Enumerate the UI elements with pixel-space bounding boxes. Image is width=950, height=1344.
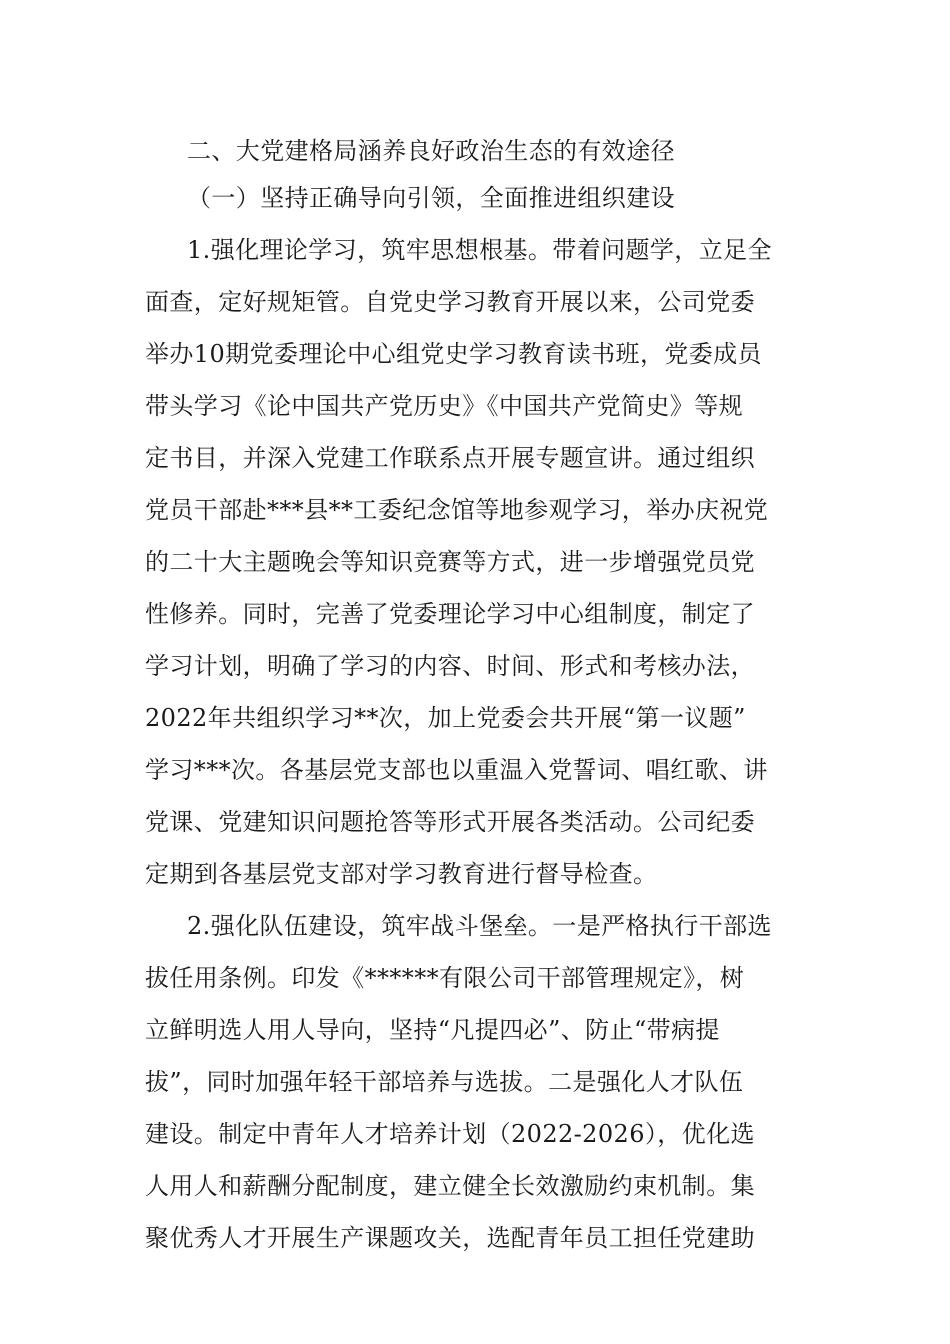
- paragraph-line: 定书目，并深入党建工作联系点开展专题宣讲。通过组织: [145, 444, 755, 472]
- paragraph-line: 党员干部赴***县**工委纪念馆等地参观学习，举办庆祝党: [145, 496, 769, 524]
- paragraph-line: 聚优秀人才开展生产课题攻关，选配青年员工担任党建助: [145, 1224, 755, 1252]
- section-heading: 二、大党建格局涵养良好政治生态的有效途径: [187, 137, 675, 165]
- paragraph-line: 建设。制定中青年人才培养计划（2022-2026），优化选: [145, 1120, 755, 1148]
- paragraph-line: 面查，定好规矩管。自党史学习教育开展以来，公司党委: [145, 288, 755, 316]
- paragraph-line: 的二十大主题晚会等知识竞赛等方式，进一步增强党员党: [145, 548, 755, 576]
- paragraph-line: 拔任用条例。印发《******有限公司干部管理规定》，树: [145, 964, 745, 992]
- paragraph-line: 人用人和薪酬分配制度，建立健全长效激励约束机制。集: [145, 1172, 755, 1200]
- paragraph-line: 立鲜明选人用人导向，坚持“凡提四必”、防止“带病提: [145, 1016, 720, 1044]
- paragraph-line: 学习计划，明确了学习的内容、时间、形式和考核办法，: [145, 652, 755, 680]
- paragraph-line: 党课、党建知识问题抢答等形式开展各类活动。公司纪委: [145, 808, 755, 836]
- paragraph-line: 性修养。同时，完善了党委理论学习中心组制度，制定了: [145, 600, 755, 628]
- paragraph-line: 举办10期党委理论中心组党史学习教育读书班，党委成员: [145, 340, 762, 368]
- paragraph-line: 带头学习《论中国共产党历史》《中国共产党简史》等规: [145, 392, 743, 420]
- paragraph-line: 2022年共组织学习**次，加上党委会共开展“第一议题”: [145, 704, 746, 732]
- paragraph-line: 定期到各基层党支部对学习教育进行督导检查。: [145, 860, 658, 888]
- paragraph-line: 2.强化队伍建设，筑牢战斗堡垒。一是严格执行干部选: [187, 912, 772, 940]
- subsection-heading: （一）坚持正确导向引领，全面推进组织建设: [187, 184, 675, 212]
- paragraph-line: 学习***次。各基层党支部也以重温入党誓词、唱红歌、讲: [145, 756, 768, 784]
- paragraph-line: 1.强化理论学习，筑牢思想根基。带着问题学，立足全: [187, 236, 772, 264]
- paragraph-line: 拔”，同时加强年轻干部培养与选拔。二是强化人才队伍: [145, 1068, 744, 1096]
